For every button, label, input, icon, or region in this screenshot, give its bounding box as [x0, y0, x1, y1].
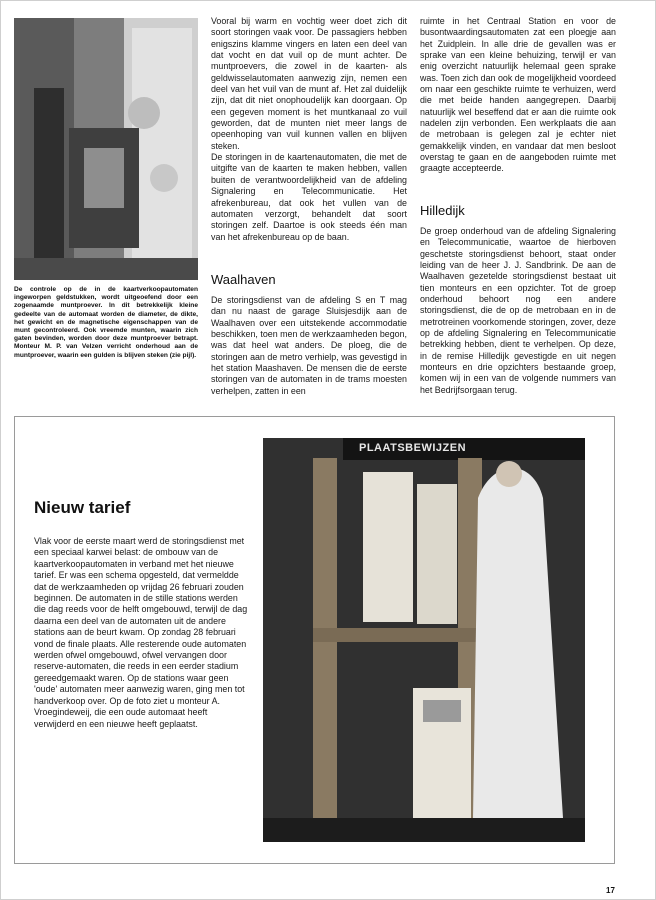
hilledijk-text — [420, 226, 616, 396]
paragraph: Vooral bij warm en vochtig weer doet zich dit soort storingen vaak voor. De passagiers hebben enigszins klamme vingers en laten een deel van dat vocht en dat vuil op de munt achter. De muntproevers, die zowel in de kaarten- als geldwisselautomaten aanwezig zijn, nemen een deel van het vuil van de munt af. Het zal duidelijk zijn, dat dit niet onophoudelijk kan doorgaan. Op een gegeven moment is het muntkanaal zo vuil geworden, dat de munten niet meer langs de opeenhoping van vuil kunnen vallen en blijven steken. — [211, 16, 407, 151]
column-2-text — [211, 16, 407, 243]
paragraph: ruimte in het Centraal Station en voor de busontwaardingsautomaten zat een ploegje aan het Zuidplein. In alle drie de gevallen was er sprake van een kleine behuizing, terwijl er van enig overzicht natuurlijk helemaal geen sprake was. Toen zich dan ook de mogelijkheid voordeed om naar een geschikte ruimte te verhuizen, werd die met beide handen aangegrepen. Daarbij natuurlijk wel beseffend dat er aan die ruimte ook nadelen zijn verbonden. Een werkplaats die aan de metrobaan is gelegen zal je echter niet gemakkelijk vinden, en vandaar dat men besloot overstag te gaan en de aangeboden ruimte met graagte accepteerde. — [420, 16, 616, 174]
coin-tester-photo — [14, 18, 198, 280]
photo-sign-text: PLAATSBEWIJZEN — [359, 442, 467, 454]
nieuw-tarief-text — [34, 536, 248, 730]
heading-hilledijk: Hilledijk — [420, 203, 465, 218]
column-3-text — [420, 16, 616, 175]
page-number: 17 — [606, 886, 615, 895]
paragraph: De storingsdienst van de afdeling S en T mag dan nu naast de garage Sluisjesdijk aan de Waalhaven over een uitstekende accommodatie beschikken, toen men de werkzaamheden begon, was dat heel wat anders. De ploeg, die de storingen aan de metro verhielp, was gevestigd in het station Maashaven. De mensen die de eerste storingen van de automaten in de trams moesten verhelpen, zatten in een — [211, 295, 407, 396]
paragraph: De groep onderhoud van de afdeling Signalering en Telecommunicatie, waartoe de hierboven geschetste storingsdienst behoort, staat onder leiding van de heer J. J. Sandbrink. De aan de Waalhaven gezetelde storingsdienst bestaat uit tien monteurs en een opzichter. Tot de groep onderhoud behoort nog een andere storingsdienst, die de op de metrobaan en in de metrotreinen voorkomende storingen, zover, deze op de afdeling Signalering en Telecommunicatie betrekking hebben, dient te verhelpen. Op deze, in de remise Hilledijk gevestigde en uit negen monteurs en drie opzichters bestaande groep, komen wij in een van de volgende nummers van het Bedrijfsorgaan terug. — [420, 226, 616, 395]
waalhaven-text — [211, 295, 407, 397]
paragraph: Vlak voor de eerste maart werd de storingsdienst met een speciaal karwei belast: de ombouw van de kaartverkoopautomaten in verband met het nieuwe tarief. Er was een schema opgesteld, dat vermeldde dat de werkzaamheden op vrijdag 26 februari zouden beginnen. De automaten in de stille stations werden die dag reeds voor de helft omgebouwd, terwijl de dag daarna een deel van de automaten uit de andere stations aan de beurt kwam. Op zondag 28 februari vond de finale plaats. Alle resterende oude automaten werden ofwel omgebouwd, ofwel vervangen door reserve-automaten, die reeds in een eerder stadium gereedgemaakt waren. Op de stations waar geen 'oude' automaten meer aanwezig waren, ging men tot handverkoop over. Op de foto ziet u monteur A. Vroegindeweij, die een oude automaat heeft verwijderd en een nieuwe heeft geplaatst. — [34, 536, 248, 729]
paragraph: De storingen in de kaartenautomaten, die met de uitgifte van de kaarten te maken hebben, vallen buiten de verantwoordelijkheid van de afdeling Signalering en Telecommunicatie. Het afrekenbureau, dat ook het vullen van de automaten verzorgt, behandelt dat soort storingen zelf. Daartoe is ook steeds één man van het afrekenbureau op de baan. — [211, 152, 407, 242]
ticket-machine-photo — [263, 438, 585, 842]
heading-waalhaven: Waalhaven — [211, 272, 276, 287]
photo-caption: De controle op de in de kaartverkoopautomaten ingeworpen geldstukken, wordt uitgeoefend door een zogenaamde muntproever. In dit betrekkelijk kleine gedeelte van de automaat worden de diameter, de dikte, het gewicht en de magnetische eigenschappen van de munt gecontroleerd. Ook vreemde munten, waarin zich gaten bevinden, worden door deze muntproever betrapt. Monteur M. P. van Velzen verricht onderhoud aan de muntproever, waarin een gulden is blijven steken (zie pijl). — [14, 286, 198, 359]
nieuw-tarief-title: Nieuw tarief — [34, 498, 131, 517]
